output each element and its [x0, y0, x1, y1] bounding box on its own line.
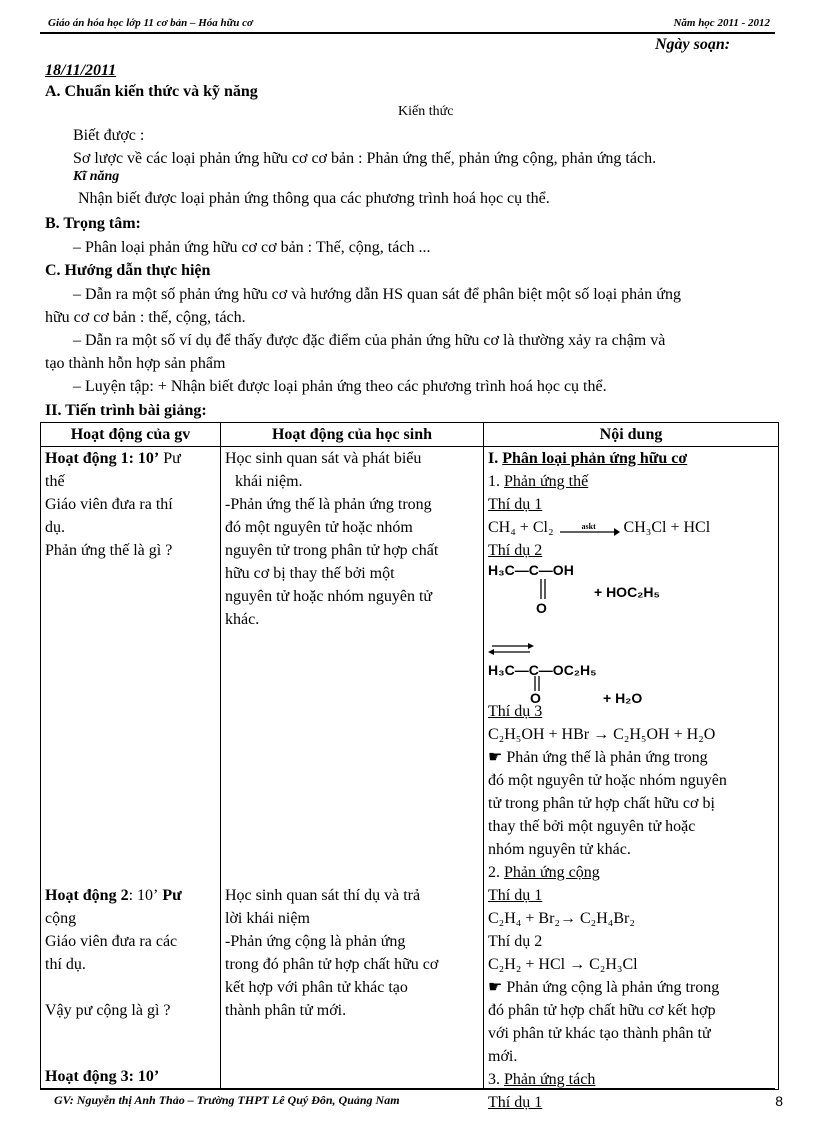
page-header	[40, 15, 775, 34]
nd-eq1	[488, 516, 774, 539]
hs-b2-line2: lời khái niệm	[225, 910, 310, 927]
hd1-tail: Pư	[159, 450, 181, 467]
col-header-gv: Hoạt động của gv	[41, 423, 221, 447]
hd2-title: Hoạt động 2	[45, 887, 129, 904]
ethyl-acetate-oxygen: O	[530, 690, 541, 706]
nd-td21: Thí dụ 1	[488, 887, 543, 904]
biet-duoc-label: Biết được :	[73, 127, 145, 144]
section-c-item1-line1: – Dẫn ra một số phản ứng hữu cơ và hướng dẫn HS quan sát để phân biệt một số loại phản ứng	[73, 286, 681, 303]
hd2-title-line	[45, 884, 216, 907]
nd-eq21: C₂H₄ + Br₂→ C₂H₄Br₂	[488, 910, 635, 927]
hd2-line2: cộng	[45, 910, 77, 927]
water-product: + H₂O	[603, 690, 643, 706]
footer-author: GV: Nguyễn thị Anh Thảo – Trường THPT Lê Quý Đôn, Quảng Nam	[54, 1093, 400, 1107]
nd-p1-num: 1.	[488, 473, 504, 490]
section-c-item2-line2: tạo thành hỗn hợp sản phẩm	[45, 355, 226, 372]
hd3-title: Hoạt động 3	[45, 1068, 129, 1085]
acetic-acid-oxygen: O	[536, 600, 547, 616]
section-b-item: – Phân loại phản ứng hữu cơ cơ bản : Thế, cộng, tách ...	[73, 239, 431, 256]
nd-p3-num: 3.	[488, 1071, 504, 1088]
nd-def2-text1: Phản ứng cộng là phản ứng trong	[502, 979, 720, 996]
nd-p2-num: 2.	[488, 864, 504, 881]
hd2-line4: thí dụ.	[45, 956, 86, 973]
nd-i-text: Phân loại phản ứng hữu cơ	[502, 450, 688, 467]
so-luoc-text: Sơ lược về các loại phản ứng hữu cơ cơ bản : Phản ứng thế, phản ứng cộng, phản ứng tách.	[73, 150, 657, 167]
nd-eq1-rhs: CH₃Cl + HCl	[623, 519, 711, 536]
hd3-mid: : 10’	[128, 1068, 160, 1085]
acetic-acid-structure	[488, 559, 774, 639]
nd-def1-line4: thay thế bởi một nguyên tử hoặc	[488, 818, 696, 835]
section-a-title: A. Chuẩn kiến thức và kỹ năng	[45, 83, 258, 100]
hd1-line4: dụ.	[45, 519, 65, 536]
nd-eq1-cond: askt	[581, 522, 596, 532]
nd-def1-line2: đó một nguyên tử hoặc nhóm nguyên	[488, 772, 727, 789]
hd2-tail: Pư	[158, 887, 182, 904]
pointing-hand-icon: ☛	[488, 979, 503, 996]
nd-td31: Thí dụ 1	[488, 1094, 543, 1111]
hs-b1-line2: khái niệm.	[235, 473, 303, 490]
nd-def2-line3: với phân tử khác tạo thành phân tử	[488, 1025, 711, 1042]
nd-p2-title	[488, 861, 774, 884]
hd1-line3: Giáo viên đưa ra thí	[45, 496, 173, 513]
section-c-item1-line2: hữu cơ cơ bản : thế, cộng, tách.	[45, 309, 246, 326]
pointing-hand-icon: ☛	[488, 749, 503, 766]
header-course-title: Giáo án hóa học lớp 11 cơ bản – Hóa hữu cơ	[48, 17, 253, 29]
hs-b1-line6: hữu cơ bị thay thế bởi một	[225, 565, 395, 582]
hs-b2-line6: thành phân tử mới.	[225, 1002, 347, 1019]
table-row	[41, 447, 779, 1090]
hs-b2-line1: Học sinh quan sát thí dụ và trả	[225, 887, 421, 904]
section-ii-title: II. Tiến trình bài giảng:	[45, 402, 207, 419]
nd-td1: Thí dụ 1	[488, 496, 543, 513]
hd1-title-line	[45, 447, 216, 470]
hs-b1-line5: nguyên tử trong phân tử hợp chất	[225, 542, 439, 559]
nd-def2-line2: đó phân tử hợp chất hữu cơ kết hợp	[488, 1002, 716, 1019]
hs-b2-line3: -Phản ứng cộng là phản ứng	[225, 933, 406, 950]
hs-b1-line8: khác.	[225, 611, 260, 628]
table-header-row	[41, 423, 779, 447]
nd-def1-line3: tử trong phân tử hợp chất hữu cơ bị	[488, 795, 715, 812]
hs-column	[221, 447, 484, 1090]
hd1-title: Hoạt động 1: 10’	[45, 450, 160, 467]
nd-i-title	[488, 447, 774, 470]
nd-td22: Thí dụ 2	[488, 933, 543, 950]
nhan-biet-text: Nhận biết được loại phản ứng thông qua các phương trình hoá học cụ thể.	[78, 190, 550, 207]
nd-eq22: C₂H₂ + HCl → C₂H₃Cl	[488, 956, 638, 973]
hd2-line5: Vậy pư cộng là gì ?	[45, 1002, 171, 1019]
nd-def2-line4: mới.	[488, 1048, 518, 1065]
section-c-title: C. Hướng dẫn thực hiện	[45, 262, 211, 279]
hs-b1-line3: -Phản ứng thế là phản ứng trong	[225, 496, 432, 513]
nd-p3-text: Phản ứng tách	[504, 1071, 596, 1088]
hd1-line5: Phản ứng thế là gì ?	[45, 542, 173, 559]
section-c-item3: – Luyện tập: + Nhận biết được loại phản ứng theo các phương trình hoá học cụ thể.	[73, 378, 607, 395]
lesson-date: 18/11/2011	[45, 62, 117, 79]
reaction-arrow-icon	[558, 521, 620, 535]
nd-eq3: C₂H₅OH + HBr → C₂H₅OH + H₂O	[488, 726, 716, 743]
hd1-line2: thế	[45, 473, 65, 490]
gv-column	[41, 447, 221, 1090]
hd2-mid: : 10’	[128, 887, 159, 904]
acetic-acid-formula: H₃C—C—OH	[488, 562, 574, 578]
header-school-year: Năm học 2011 - 2012	[673, 17, 770, 29]
page-number: 8	[775, 1093, 783, 1109]
hs-b1-line7: nguyên tử hoặc nhóm nguyên tử	[225, 588, 433, 605]
nd-p1-text: Phản ứng thế	[504, 473, 589, 490]
ki-nang-label: Kĩ năng	[73, 169, 120, 184]
ethanol-reactant: + HOC₂H₅	[594, 584, 660, 600]
nd-def1-line5: nhóm nguyên tử khác.	[488, 841, 631, 858]
nd-i-num: I.	[488, 450, 503, 467]
hs-b2-line4: trong đó phân tử hợp chất hữu cơ	[225, 956, 439, 973]
section-c-item2-line1: – Dẫn ra một số ví dụ để thấy được đặc điểm của phản ứng hữu cơ là thường xảy ra chậm và	[73, 332, 666, 349]
nd-def2-line1	[488, 976, 774, 999]
ngay-soan-label: Ngày soạn:	[655, 36, 731, 53]
noi-dung-column	[484, 447, 779, 1111]
nd-def1-text1: Phản ứng thế là phản ứng trong	[502, 749, 708, 766]
hs-b1-line1: Học sinh quan sát và phát biểu	[225, 450, 422, 467]
page-footer	[40, 1088, 783, 1109]
col-header-hs: Hoạt động của học sinh	[221, 423, 484, 447]
col-header-noi-dung: Nội dung	[484, 423, 779, 447]
hs-b2-line5: kết hợp với phân tử khác tạo	[225, 979, 408, 996]
nd-td3: Thí dụ 3	[488, 703, 543, 720]
nd-p3-title	[488, 1045, 774, 1091]
nd-eq1-lhs: CH₄ + Cl₂	[488, 519, 554, 536]
ethyl-acetate-formula: H₃C—C—OC₂H₅	[488, 662, 597, 678]
hs-b1-line4: đó một nguyên tử hoặc nhóm	[225, 519, 413, 536]
equilibrium-arrow-icon	[488, 643, 548, 655]
nd-p2-text: Phản ứng cộng	[504, 864, 600, 881]
nd-p1-title	[488, 470, 774, 493]
kien-thuc-label: Kiến thức	[398, 104, 454, 119]
nd-def1-line1	[488, 746, 774, 769]
nd-td2: Thí dụ 2	[488, 542, 543, 559]
hd3-title-line	[45, 1065, 216, 1088]
hd2-line3: Giáo viên đưa ra các	[45, 933, 178, 950]
section-b-title: B. Trọng tâm:	[45, 215, 141, 232]
